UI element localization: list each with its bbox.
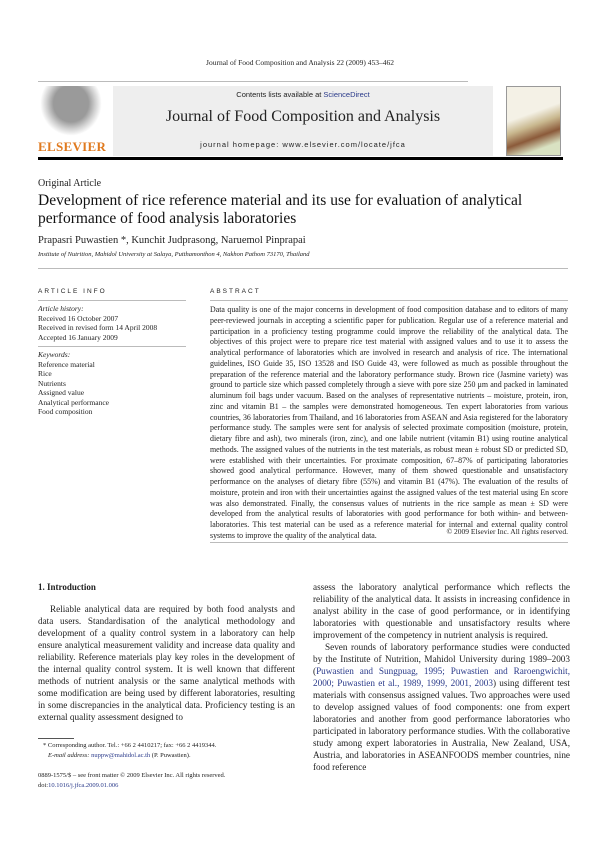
elsevier-logo xyxy=(38,86,107,154)
copyright: © 2009 Elsevier Inc. All rights reserved. xyxy=(446,527,568,536)
journal-cover-image xyxy=(506,86,561,156)
keywords-label: Keywords: xyxy=(38,350,71,359)
front-matter xyxy=(38,771,225,791)
corresponding-author: * Corresponding author. Tel.: +66 2 4410217; fax: +66 2 4419344. xyxy=(43,742,217,749)
history-item: Received 16 October 2007 xyxy=(38,313,119,323)
article-type: Original Article xyxy=(38,178,102,189)
keyword: Analytical performance xyxy=(38,397,110,407)
citation-links[interactable]: Puwastien and Sungpuag, 1995; Puwastien and Raroengwichit, 2000; Puwastien et al., 1989, 1999, 2001, 2003 xyxy=(313,666,570,688)
intro-paragraph-cont: assess the laboratory analytical performance which reflects the reliability of the analytical data. It assists in increasing confidence in analyst ability in the case of good performance, or in identifying laboratories with questionable and unsatisfactory results where improvement of the competency in nutrient analysis is required. xyxy=(313,582,570,640)
publisher-logo-text: ELSEVIER xyxy=(38,139,107,154)
keyword: Nutrients xyxy=(38,378,66,388)
affiliation: Institute of Nutrition, Mahidol University at Salaya, Putthamonthon 4, Nakhon Pathom 73170, Thailand xyxy=(38,251,310,258)
text: ) using different test materials with consensus assigned values. Two approaches were used to develop assigned values of food components: one from expert laboratories and another from good performance laboratories who participated in laboratory performance studies. With the collaborative study among expert laboratories in Australia, New Zealand, USA, Austria, and laboratories in ASEANFOODS member countries, nine food reference xyxy=(313,678,570,772)
keyword: Food composition xyxy=(38,407,93,416)
intro-paragraph-2 xyxy=(313,641,570,773)
journal-title: Journal of Food Composition and Analysis xyxy=(165,108,441,125)
doi-line xyxy=(38,781,225,791)
contents-prefix: Contents lists available at xyxy=(236,90,324,99)
history-label: Article history: xyxy=(38,304,84,313)
header-rule xyxy=(38,157,563,160)
journal-homepage[interactable]: journal homepage: www.elsevier.com/locate/jfca xyxy=(200,140,406,149)
divider xyxy=(38,300,186,301)
right-column xyxy=(313,581,570,773)
email-link[interactable]: nuppw@mahidol.ac.th xyxy=(91,752,151,759)
footnote xyxy=(43,741,216,761)
tree-icon xyxy=(40,86,102,136)
email-label: E-mail address: xyxy=(48,752,92,759)
keywords xyxy=(38,350,186,417)
issn-line: 0889-1575/$ – see front matter © 2009 Elsevier Inc. All rights reserved. xyxy=(38,772,226,779)
text: (P. Puwastien). xyxy=(150,752,191,759)
text: Seven rounds of laboratory performance studies were conducted by the Institute of Nutrition, Mahidol University during 1989–2003 ( xyxy=(313,642,570,676)
divider xyxy=(210,300,568,301)
keyword: Rice xyxy=(38,369,52,378)
email-line xyxy=(43,751,216,761)
history-item: Received in revised form 14 April 2008 xyxy=(38,323,158,332)
abstract-heading: ABSTRACT xyxy=(210,288,261,295)
abstract-text: Data quality is one of the major concerns in development of food composition database and to editors of many peer-reviewed journals in accepting a scientific paper for publication. Regular use of a reference material and participation in a proficiency testing programme could improve the reliability of the analytical data. The objectives of this project were to prepare rice test material with assigned values and to use it to assess the analytical performance of laboratories which are involved in research and analysis of rice. The international guidelines, ISO Guide 35, ISO 13528 and ISO Guide 43, were followed as much as possible throughout the preparation of the reference material and the laboratory performance study. Brown rice (Jasmine variety) was ground to particle size which passed completely through a sieve with pore size 250 μm and packed in laminated aluminum foil bags under vacuum. Based on the analyses of representative nutrients – moisture, protein, iron, zinc and vitamin B1 – the samples were demonstrated homogeneous. Ten expert laboratories from various countries, 36 laboratories from Thailand, and 16 laboratories from ASEAN and Asia registered for the laboratory performance study. The samples were sent for analysis of selected proximate composition (moisture, protein, dietary fibre and ash), two minerals (iron, zinc), and one labile nutrient (vitamin B1) using routine analytical methods. The assigned values of the nutrients in the test materials, as robust mean ± robust SD or predicted SD, were established with their uncertainties. For proximate composition, 67–87% of participating laboratories showed good analytical performance. However, many of them showed questionable and unsatisfactory performance on the analyses of dietary fibre (55%) and vitamin B1 (47%). The evaluation of the results of moisture, protein and iron with their uncertainties against the assigned values of the test material using En score was also demonstrated. Finally, the consensus values of nutrients in the rice sample as mean ± SD were developed from the analytical results of laboratories with good performance for both within- and between-laboratories. This test material can be used as a reference material for internal and external quality control systems to improve the quality of the analytical data. xyxy=(210,305,568,540)
keyword: Reference material xyxy=(38,359,95,369)
keyword: Assigned value xyxy=(38,388,85,397)
history-item: Accepted 16 January 2009 xyxy=(38,332,118,342)
doi-prefix: doi: xyxy=(38,782,49,789)
contents-line xyxy=(113,90,493,99)
divider xyxy=(210,542,568,543)
article-title: Development of rice reference material and its use for evaluation of analytical performance of food analysis laboratories xyxy=(38,192,523,227)
divider xyxy=(38,81,468,82)
intro-paragraph: Reliable analytical data are required by both food analysts and data users. Standardisation of the analytical methodology and development of a quality control system in a laboratory can help ensure analytical measurement validity and increase data quality and reliability. Reference materials play key roles in the development of the internal quality control system. It is well known that different methods of nutrient analysis or the same analytical methods with some modification are being used by different laboratories, resulting in some discrepancies in the analytical data. Proficiency testing is an external quality assessment designed to xyxy=(38,604,295,722)
sciencedirect-link[interactable]: ScienceDirect xyxy=(323,90,370,99)
masthead xyxy=(113,86,493,156)
article-info-heading: ARTICLE INFO xyxy=(38,288,107,295)
article-history xyxy=(38,304,186,342)
doi-link[interactable]: 10.1016/j.jfca.2009.01.006 xyxy=(48,782,119,789)
authors: Prapasri Puwastien *, Kunchit Judprasong, Naruemol Pinprapai xyxy=(38,235,306,246)
footnote-rule xyxy=(38,738,74,739)
divider xyxy=(38,346,186,347)
section-heading: 1. Introduction xyxy=(38,582,96,592)
running-header: Journal of Food Composition and Analysis 22 (2009) 453–462 xyxy=(206,58,394,67)
divider xyxy=(38,268,568,269)
